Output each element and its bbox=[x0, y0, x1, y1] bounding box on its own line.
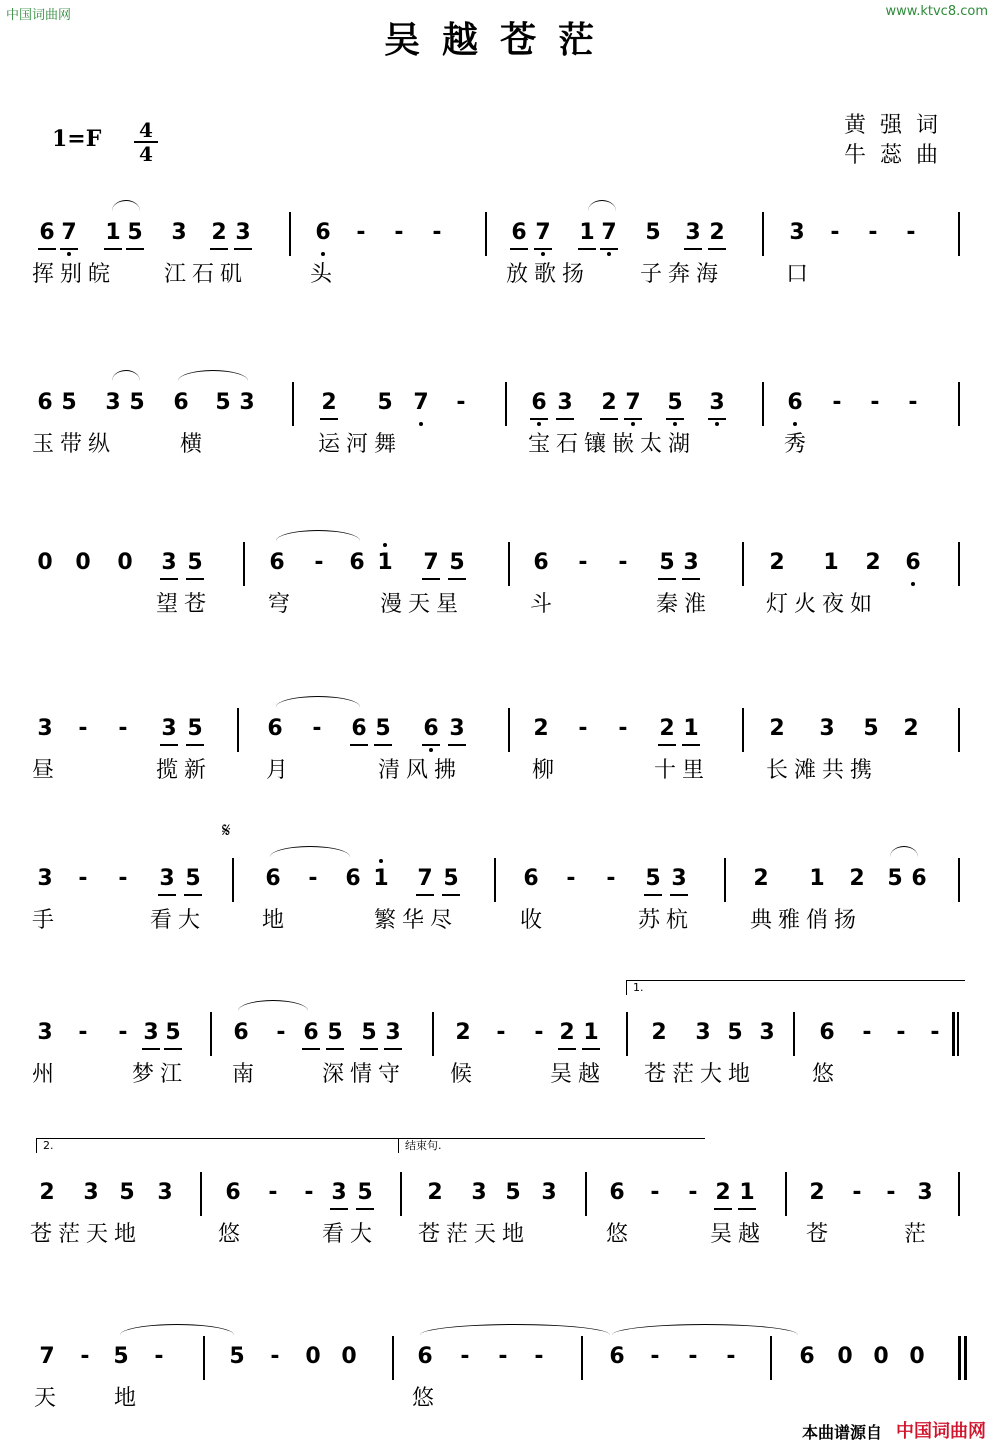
barline bbox=[210, 1012, 212, 1056]
note: 3 bbox=[37, 866, 53, 891]
barline bbox=[958, 212, 960, 256]
barline bbox=[958, 1172, 960, 1216]
note: 6 bbox=[799, 1344, 815, 1369]
note: 5 bbox=[113, 1344, 129, 1369]
note: 3 bbox=[239, 390, 255, 415]
lyric: 天 bbox=[34, 1386, 63, 1411]
lyric: 漫天星 bbox=[380, 592, 465, 617]
note: 3 bbox=[759, 1020, 775, 1045]
note: 6 bbox=[345, 866, 361, 891]
note: 2 bbox=[769, 716, 785, 741]
slur bbox=[112, 370, 140, 381]
lyric: 玉带纵 bbox=[32, 432, 117, 457]
barline bbox=[957, 1012, 959, 1056]
site-watermark-left: 中国词曲网 bbox=[6, 8, 72, 23]
lyric: 揽新 bbox=[156, 758, 213, 783]
note: - bbox=[832, 390, 842, 415]
note: 3 bbox=[446, 714, 468, 744]
note: 5 bbox=[215, 390, 231, 415]
lyric: 秀 bbox=[784, 432, 813, 457]
note: 7 bbox=[622, 388, 644, 418]
note: 3 bbox=[789, 220, 805, 245]
note: 5 bbox=[642, 864, 664, 894]
note: - bbox=[830, 220, 840, 245]
barline bbox=[762, 212, 764, 256]
barline bbox=[762, 382, 764, 426]
note: 5 bbox=[372, 714, 394, 744]
note: - bbox=[78, 1020, 88, 1045]
note: - bbox=[896, 1020, 906, 1045]
lyric: 看大 bbox=[322, 1222, 379, 1247]
note: 2 bbox=[318, 388, 340, 418]
note: 3 bbox=[680, 548, 702, 578]
lyric: 手 bbox=[32, 908, 61, 933]
note: 5 bbox=[129, 390, 145, 415]
note: 1 bbox=[576, 218, 598, 248]
note: 5 bbox=[505, 1180, 521, 1205]
note: - bbox=[268, 1180, 278, 1205]
time-sig-top: 4 bbox=[139, 118, 153, 142]
note: - bbox=[566, 866, 576, 891]
barline bbox=[432, 1012, 434, 1056]
segno-icon: 𝄋 bbox=[222, 818, 231, 842]
lyric: 收 bbox=[520, 908, 549, 933]
note: 3 bbox=[471, 1180, 487, 1205]
note: 2 bbox=[208, 218, 230, 248]
lyric: 看大 bbox=[150, 908, 207, 933]
note: - bbox=[270, 1344, 280, 1369]
note: - bbox=[456, 390, 466, 415]
note: 2 bbox=[427, 1180, 443, 1205]
note: 7 bbox=[420, 548, 442, 578]
note: 5 bbox=[229, 1344, 245, 1369]
barline bbox=[770, 1336, 772, 1380]
note: 6 bbox=[528, 388, 550, 418]
note: - bbox=[118, 866, 128, 891]
footer-site: 中国词曲网 bbox=[896, 1421, 986, 1442]
note: 5 bbox=[184, 548, 206, 578]
note: 3 bbox=[695, 1020, 711, 1045]
slur bbox=[112, 200, 140, 211]
barline bbox=[958, 858, 960, 902]
note: 6 bbox=[173, 390, 189, 415]
lyric: 吴越 bbox=[550, 1062, 607, 1087]
note: 3 bbox=[140, 1018, 162, 1048]
lyricist-credit: 黄强词 bbox=[843, 113, 952, 138]
lyric: 长滩共携 bbox=[766, 758, 879, 783]
note: - bbox=[650, 1344, 660, 1369]
lyric: 地 bbox=[114, 1386, 143, 1411]
note: - bbox=[118, 716, 128, 741]
note: 1 bbox=[809, 866, 825, 891]
lyric: 悠 bbox=[412, 1386, 441, 1411]
lyric: 昼 bbox=[32, 758, 61, 783]
note: 5 bbox=[656, 548, 678, 578]
note: 2 bbox=[706, 218, 728, 248]
note: 2 bbox=[865, 550, 881, 575]
note: 6 bbox=[37, 390, 53, 415]
barline bbox=[292, 382, 294, 426]
note: 5 bbox=[863, 716, 879, 741]
note: - bbox=[496, 1020, 506, 1045]
note: 2 bbox=[455, 1020, 471, 1045]
note: 5 bbox=[124, 218, 146, 248]
note: - bbox=[276, 1020, 286, 1045]
note: - bbox=[534, 1344, 544, 1369]
note: 5 bbox=[162, 1018, 184, 1048]
note: 2 bbox=[598, 388, 620, 418]
note: - bbox=[606, 866, 616, 891]
note: 0 bbox=[837, 1344, 853, 1369]
note: 3 bbox=[668, 864, 690, 894]
lyric: 灯火夜如 bbox=[766, 592, 879, 617]
note: 5 bbox=[182, 864, 204, 894]
barline bbox=[400, 1172, 402, 1216]
barline bbox=[494, 858, 496, 902]
note: 2 bbox=[656, 714, 678, 744]
note: 3 bbox=[83, 1180, 99, 1205]
lyric: 吴越 bbox=[710, 1222, 767, 1247]
note: 3 bbox=[541, 1180, 557, 1205]
note: 3 bbox=[917, 1180, 933, 1205]
note: - bbox=[534, 1020, 544, 1045]
lyric: 悠 bbox=[218, 1222, 247, 1247]
note: - bbox=[308, 866, 318, 891]
note: - bbox=[80, 1344, 90, 1369]
note: 0 bbox=[117, 550, 133, 575]
note: 3 bbox=[554, 388, 576, 418]
note: 6 bbox=[233, 1020, 249, 1045]
note: 2 bbox=[556, 1018, 578, 1048]
note: 2 bbox=[39, 1180, 55, 1205]
note: 1 bbox=[370, 864, 392, 894]
note: - bbox=[394, 220, 404, 245]
note: - bbox=[618, 716, 628, 741]
lyric: 宝石镶嵌太湖 bbox=[528, 432, 697, 457]
barline bbox=[508, 708, 510, 752]
note: 0 bbox=[341, 1344, 357, 1369]
song-title: 吴越苍茫 bbox=[383, 19, 616, 61]
note: 7 bbox=[410, 388, 432, 418]
lyric: 苍 bbox=[806, 1222, 835, 1247]
note: 2 bbox=[849, 866, 865, 891]
lyric: 江石矶 bbox=[164, 262, 249, 287]
note: 7 bbox=[58, 218, 80, 248]
note: - bbox=[886, 1180, 896, 1205]
note: - bbox=[650, 1180, 660, 1205]
barline bbox=[508, 542, 510, 586]
note: 3 bbox=[37, 716, 53, 741]
note: 6 bbox=[265, 866, 281, 891]
lyric: 深情守 bbox=[322, 1062, 407, 1087]
lyric: 候 bbox=[450, 1062, 479, 1087]
barline bbox=[958, 1336, 961, 1380]
note: 6 bbox=[523, 866, 539, 891]
composer-credit: 牛蕊曲 bbox=[843, 143, 952, 168]
key-signature: 1=F bbox=[52, 126, 102, 152]
lyric: 典雅俏扬 bbox=[750, 908, 863, 933]
note: - bbox=[154, 1344, 164, 1369]
note: 5 bbox=[377, 390, 393, 415]
note: 6 bbox=[267, 716, 283, 741]
barline bbox=[203, 1336, 205, 1380]
note: 6 bbox=[349, 550, 365, 575]
note: 2 bbox=[753, 866, 769, 891]
lyric: 挥别皖 bbox=[32, 262, 117, 287]
lyric: 望苍 bbox=[156, 592, 213, 617]
lyric: 放歌扬 bbox=[506, 262, 591, 287]
note: 6 bbox=[609, 1344, 625, 1369]
note: - bbox=[688, 1180, 698, 1205]
note: 6 bbox=[269, 550, 285, 575]
footer-source: 本曲谱源自 bbox=[801, 1423, 882, 1442]
lyric: 苏杭 bbox=[638, 908, 695, 933]
note: 1 bbox=[102, 218, 124, 248]
note: 6 bbox=[417, 1344, 433, 1369]
barline bbox=[958, 708, 960, 752]
note: 7 bbox=[414, 864, 436, 894]
repeat-barline bbox=[952, 1012, 955, 1056]
note: - bbox=[618, 550, 628, 575]
volta-2: 2. bbox=[36, 1138, 403, 1153]
lyric: 子奔海 bbox=[640, 262, 725, 287]
note: 1 bbox=[736, 1178, 758, 1208]
barline bbox=[958, 382, 960, 426]
site-watermark-right: www.ktvc8.com bbox=[885, 4, 988, 19]
lyric: 梦江 bbox=[132, 1062, 189, 1087]
note: 5 bbox=[440, 864, 462, 894]
time-sig-bottom: 4 bbox=[139, 142, 153, 166]
barline bbox=[742, 708, 744, 752]
note: 2 bbox=[712, 1178, 734, 1208]
note: 3 bbox=[819, 716, 835, 741]
barline bbox=[585, 1172, 587, 1216]
note: 0 bbox=[37, 550, 53, 575]
note: 2 bbox=[903, 716, 919, 741]
note: - bbox=[78, 866, 88, 891]
note: 1 bbox=[374, 548, 396, 578]
note: - bbox=[78, 716, 88, 741]
slur bbox=[270, 846, 350, 857]
note: 2 bbox=[651, 1020, 667, 1045]
note: - bbox=[906, 220, 916, 245]
barline bbox=[392, 1336, 394, 1380]
note: 2 bbox=[769, 550, 785, 575]
lyric: 穹 bbox=[268, 592, 297, 617]
slur bbox=[612, 1324, 798, 1335]
note: 3 bbox=[158, 714, 180, 744]
barline bbox=[742, 542, 744, 586]
lyric: 口 bbox=[786, 262, 815, 287]
note: - bbox=[852, 1180, 862, 1205]
note: 3 bbox=[328, 1178, 350, 1208]
lyric: 柳 bbox=[532, 758, 561, 783]
note: - bbox=[312, 716, 322, 741]
note: 6 bbox=[508, 218, 530, 248]
time-signature bbox=[134, 120, 158, 164]
note: 5 bbox=[119, 1180, 135, 1205]
lyric: 斗 bbox=[530, 592, 559, 617]
note: 3 bbox=[682, 218, 704, 248]
note: 7 bbox=[39, 1344, 55, 1369]
note: 3 bbox=[105, 390, 121, 415]
lyric: 头 bbox=[310, 262, 339, 287]
note: 5 bbox=[354, 1178, 376, 1208]
note: - bbox=[870, 390, 880, 415]
note: 1 bbox=[680, 714, 702, 744]
note: 6 bbox=[533, 550, 549, 575]
barline bbox=[793, 1012, 795, 1056]
slur bbox=[276, 530, 360, 541]
note: 3 bbox=[156, 864, 178, 894]
note: 6 bbox=[819, 1020, 835, 1045]
note: - bbox=[304, 1180, 314, 1205]
note: 6 bbox=[609, 1180, 625, 1205]
note: 5 bbox=[727, 1020, 743, 1045]
note: 5 bbox=[324, 1018, 346, 1048]
slur bbox=[120, 1324, 234, 1335]
note: 6 bbox=[225, 1180, 241, 1205]
lyric: 苍茫天地 bbox=[418, 1222, 531, 1247]
slur bbox=[588, 200, 616, 211]
lyric: 南 bbox=[232, 1062, 261, 1087]
note: 6 bbox=[902, 548, 924, 578]
barline bbox=[581, 1336, 583, 1380]
note: 3 bbox=[171, 220, 187, 245]
volta-ending: 结束句. bbox=[398, 1138, 705, 1153]
note: 0 bbox=[909, 1344, 925, 1369]
note: 6 bbox=[312, 218, 334, 248]
note: 5 bbox=[645, 220, 661, 245]
lyric: 横 bbox=[180, 432, 209, 457]
note: - bbox=[868, 220, 878, 245]
note: 3 bbox=[37, 1020, 53, 1045]
final-barline bbox=[964, 1336, 967, 1380]
note: 3 bbox=[158, 548, 180, 578]
barline bbox=[724, 858, 726, 902]
note: - bbox=[460, 1344, 470, 1369]
note: 5 bbox=[184, 714, 206, 744]
lyric: 茫 bbox=[904, 1222, 933, 1247]
note: 7 bbox=[532, 218, 554, 248]
note: 0 bbox=[75, 550, 91, 575]
barline bbox=[505, 382, 507, 426]
note: 7 bbox=[598, 218, 620, 248]
note: 5 bbox=[446, 548, 468, 578]
slur bbox=[420, 1324, 610, 1335]
note: 6 bbox=[911, 866, 927, 891]
note: - bbox=[578, 550, 588, 575]
lyric: 清风拂 bbox=[378, 758, 463, 783]
note: 0 bbox=[873, 1344, 889, 1369]
note: 3 bbox=[232, 218, 254, 248]
slur bbox=[238, 1000, 308, 1011]
note: 0 bbox=[305, 1344, 321, 1369]
barline bbox=[243, 542, 245, 586]
note: 5 bbox=[887, 866, 903, 891]
lyric: 州 bbox=[32, 1062, 61, 1087]
barline bbox=[485, 212, 487, 256]
barline bbox=[200, 1172, 202, 1216]
slur bbox=[178, 370, 248, 381]
lyric: 秦淮 bbox=[656, 592, 713, 617]
barline bbox=[626, 1012, 628, 1056]
note: 1 bbox=[580, 1018, 602, 1048]
note: 1 bbox=[823, 550, 839, 575]
lyric: 悠 bbox=[812, 1062, 841, 1087]
note: - bbox=[688, 1344, 698, 1369]
note: 3 bbox=[157, 1180, 173, 1205]
note: - bbox=[726, 1344, 736, 1369]
note: 2 bbox=[533, 716, 549, 741]
barline bbox=[289, 212, 291, 256]
note: - bbox=[498, 1344, 508, 1369]
barline bbox=[232, 858, 234, 902]
note: - bbox=[118, 1020, 128, 1045]
note: 5 bbox=[61, 390, 77, 415]
lyric: 悠 bbox=[606, 1222, 635, 1247]
slur bbox=[276, 696, 360, 707]
note: 2 bbox=[809, 1180, 825, 1205]
note: 6 bbox=[784, 388, 806, 418]
barline bbox=[237, 708, 239, 752]
note: - bbox=[356, 220, 366, 245]
note: 3 bbox=[382, 1018, 404, 1048]
lyric: 月 bbox=[266, 758, 295, 783]
lyric: 繁华尽 bbox=[374, 908, 459, 933]
note: - bbox=[930, 1020, 940, 1045]
note: 5 bbox=[664, 388, 686, 418]
lyric: 苍茫大地 bbox=[644, 1062, 757, 1087]
barline bbox=[785, 1172, 787, 1216]
lyric: 地 bbox=[262, 908, 291, 933]
note: 6 bbox=[420, 714, 442, 744]
volta-1: 1. bbox=[626, 980, 965, 995]
note: 6 bbox=[36, 218, 58, 248]
note: 6 bbox=[348, 714, 370, 744]
note: 3 bbox=[706, 388, 728, 418]
note: 5 bbox=[358, 1018, 380, 1048]
lyric: 十里 bbox=[654, 758, 711, 783]
note: 6 bbox=[300, 1018, 322, 1048]
note: - bbox=[578, 716, 588, 741]
barline bbox=[958, 542, 960, 586]
note: - bbox=[908, 390, 918, 415]
slur bbox=[890, 846, 918, 857]
lyric: 苍茫天地 bbox=[30, 1222, 143, 1247]
note: - bbox=[862, 1020, 872, 1045]
note: - bbox=[314, 550, 324, 575]
lyric: 运河舞 bbox=[318, 432, 403, 457]
note: - bbox=[432, 220, 442, 245]
